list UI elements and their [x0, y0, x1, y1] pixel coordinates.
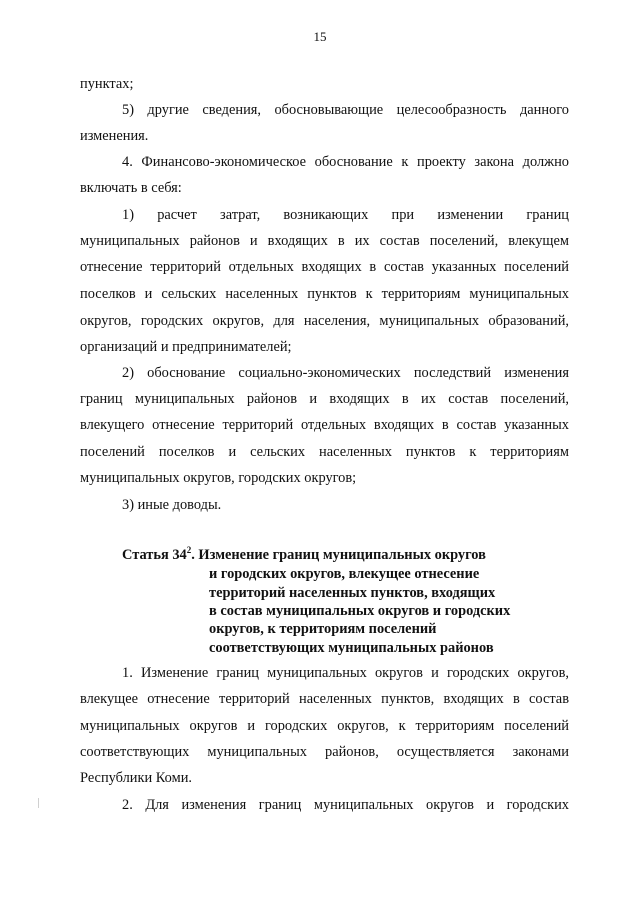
text-line: пунктах;	[80, 76, 134, 92]
article-superscript: 2	[186, 545, 192, 556]
article-title-line: . Изменение границ муниципальных округов	[191, 547, 486, 563]
text-line: включать в себя:	[80, 180, 182, 196]
text-line: муниципальных районов и входящих в их состав поселений, влекущем	[80, 233, 569, 249]
article-title-line: округов, к территориям поселений	[209, 621, 437, 637]
text-line: организаций и предпринимателей;	[80, 339, 292, 355]
article-prefix: Статья 34	[122, 547, 187, 563]
text-line: 1. Изменение границ муниципальных округов и городских округов,	[122, 665, 569, 681]
text-line: отнесение территорий отдельных входящих в состав указанных поселений	[80, 259, 569, 275]
article-title-line: и городских округов, влекущее отнесение	[209, 566, 480, 582]
article-title-line: территорий населенных пунктов, входящих	[209, 585, 496, 601]
text-line: границ муниципальных районов и входящих в их состав поселений,	[80, 391, 569, 407]
text-line: 1) расчет затрат, возникающих при изменении границ	[122, 207, 569, 223]
text-line: муниципальных округов, городских округов;	[80, 470, 357, 486]
article-title-line: соответствующих муниципальных районов	[209, 640, 494, 656]
text-line: 2) обоснование социально-экономических последствий изменения	[122, 365, 569, 381]
article-title-line: в состав муниципальных округов и городских	[209, 603, 511, 619]
page-number: 15	[313, 29, 327, 44]
text-line: изменения.	[80, 128, 149, 144]
text-line: 2. Для изменения границ муниципальных округов и городских	[122, 797, 569, 813]
text-line: 4. Финансово-экономическое обоснование к проекту закона должно	[122, 154, 569, 170]
text-line: поселков и сельских населенных пунктов к территориям муниципальных	[80, 286, 569, 302]
text-line: 3) иные доводы.	[122, 497, 222, 513]
text-line: влекущего отнесение территорий отдельных входящих в состав указанных	[80, 417, 569, 433]
text-line: муниципальных округов и городских округов, к территориям поселений	[80, 718, 569, 734]
text-line: 5) другие сведения, обосновывающие целесообразность данного	[122, 102, 569, 118]
text-line: влекущее отнесение территорий населенных пунктов, входящих в состав	[80, 691, 569, 707]
text-line: Республики Коми.	[80, 770, 192, 786]
text-line: округов, городских округов, для населения, муниципальных образований,	[80, 313, 569, 329]
article-heading	[122, 546, 486, 564]
text-line: поселений поселков и сельских населенных пунктов к территориям	[80, 444, 569, 460]
text-line: соответствующих муниципальных районов, осуществляется законами	[80, 744, 569, 760]
scan-margin-mark	[38, 798, 39, 808]
